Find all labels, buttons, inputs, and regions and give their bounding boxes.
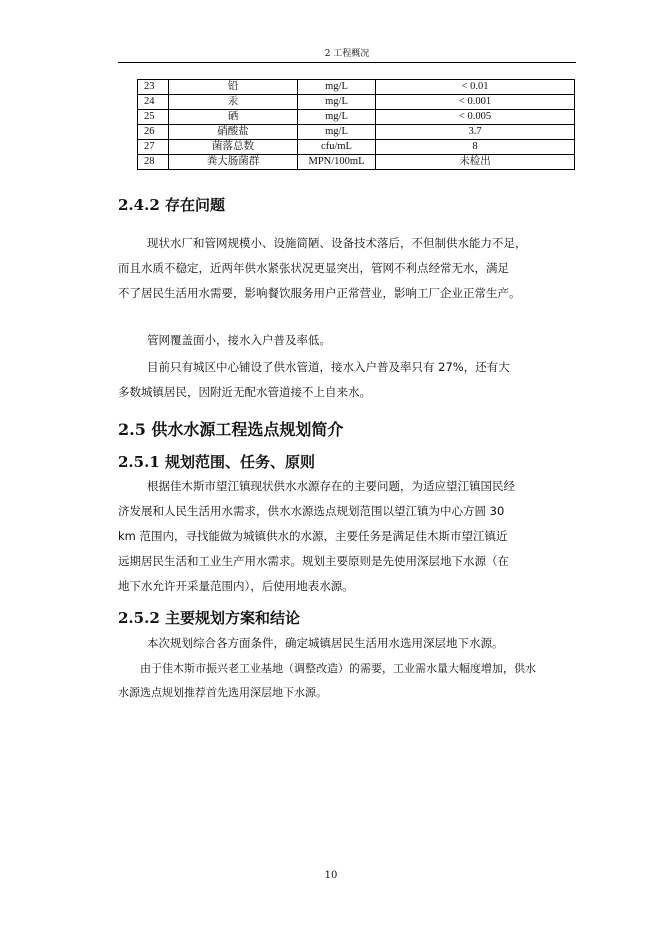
page-header: 2 工程概况 xyxy=(118,46,576,63)
indicator-name: 硒 xyxy=(169,110,298,125)
water-quality-table xyxy=(137,79,575,170)
indicator-name: 硝酸盐 xyxy=(169,125,298,140)
section-heading-2-5-1: 2.5.1 规划范围、任务、原则 xyxy=(118,453,315,471)
table-row xyxy=(138,140,575,155)
unit: cfu/mL xyxy=(298,140,376,155)
row-index: 28 xyxy=(138,155,169,170)
unit: mg/L xyxy=(298,95,376,110)
row-index: 23 xyxy=(138,80,169,95)
table-row xyxy=(138,95,575,110)
indicator-name: 汞 xyxy=(169,95,298,110)
row-index: 24 xyxy=(138,95,169,110)
paragraph-line: 本次规划综合各方面条件，确定城镇居民生活用水选用深层地下水源。 xyxy=(147,636,504,650)
paragraph-line: 水源选点规划推荐首先选用深层地下水源。 xyxy=(118,686,327,699)
table-row xyxy=(138,125,575,140)
paragraph-line: 现状水厂和管网规模小、设施简陋、设备技术落后，不但制供水能力不足， xyxy=(147,236,527,250)
row-index: 27 xyxy=(138,140,169,155)
unit: MPN/100mL xyxy=(298,155,376,170)
value: 8 xyxy=(376,140,575,155)
row-index: 25 xyxy=(138,110,169,125)
table-row xyxy=(138,110,575,125)
unit: mg/L xyxy=(298,80,376,95)
value: 未检出 xyxy=(376,155,575,170)
paragraph-line: 由于佳木斯市振兴老工业基地（调整改造）的需要，工业需水量大幅度增加，供水 xyxy=(140,662,536,675)
paragraph-line: 地下水允许开采量范围内），后使用地表水源。 xyxy=(118,579,354,593)
paragraph-line: 而且水质不稳定，近两年供水紧张状况更显突出，管网不利点经常无水，满足 xyxy=(118,261,509,275)
paragraph-line: 不了居民生活用水需要，影响餐饮服务用户正常营业，影响工厂企业正常生产。 xyxy=(118,286,521,300)
page-number: 10 xyxy=(324,870,338,881)
table-row xyxy=(138,80,575,95)
section-heading-2-5: 2.5 供水水源工程选点规划简介 xyxy=(118,420,344,439)
unit: mg/L xyxy=(298,125,376,140)
value: < 0.01 xyxy=(376,80,575,95)
paragraph-line: 远期居民生活和工业生产用水需求。规划主要原则是先使用深层地下水源（在 xyxy=(118,554,509,568)
indicator-name: 铅 xyxy=(169,80,298,95)
table-row xyxy=(138,155,575,170)
value: < 0.005 xyxy=(376,110,575,125)
value: < 0.001 xyxy=(376,95,575,110)
paragraph-line: km 范围内，寻找能做为城镇供水的水源，主要任务是满足佳木斯市望江镇近 xyxy=(118,529,508,543)
paragraph-line: 根据佳木斯市望江镇现状供水水源存在的主要问题，为适应望江镇国民经 xyxy=(147,479,515,493)
paragraph-line: 管网覆盖面小，接水入户普及率低。 xyxy=(147,333,331,347)
paragraph-line: 济发展和人民生活用水需求，供水水源选点规划范围以望江镇为中心方圆 30 xyxy=(118,504,505,518)
value: 3.7 xyxy=(376,125,575,140)
unit: mg/L xyxy=(298,110,376,125)
indicator-name: 粪大肠菌群 xyxy=(169,155,298,170)
section-heading-2-4-2: 2.4.2 存在问题 xyxy=(118,196,225,214)
row-index: 26 xyxy=(138,125,169,140)
paragraph-line: 目前只有城区中心铺设了供水管道，接水入户普及率只有 27%，还有大 xyxy=(147,360,510,374)
section-heading-2-5-2: 2.5.2 主要规划方案和结论 xyxy=(118,609,300,627)
paragraph-line: 多数城镇居民，因附近无配水管道接不上自来水。 xyxy=(118,385,371,399)
indicator-name: 菌落总数 xyxy=(169,140,298,155)
